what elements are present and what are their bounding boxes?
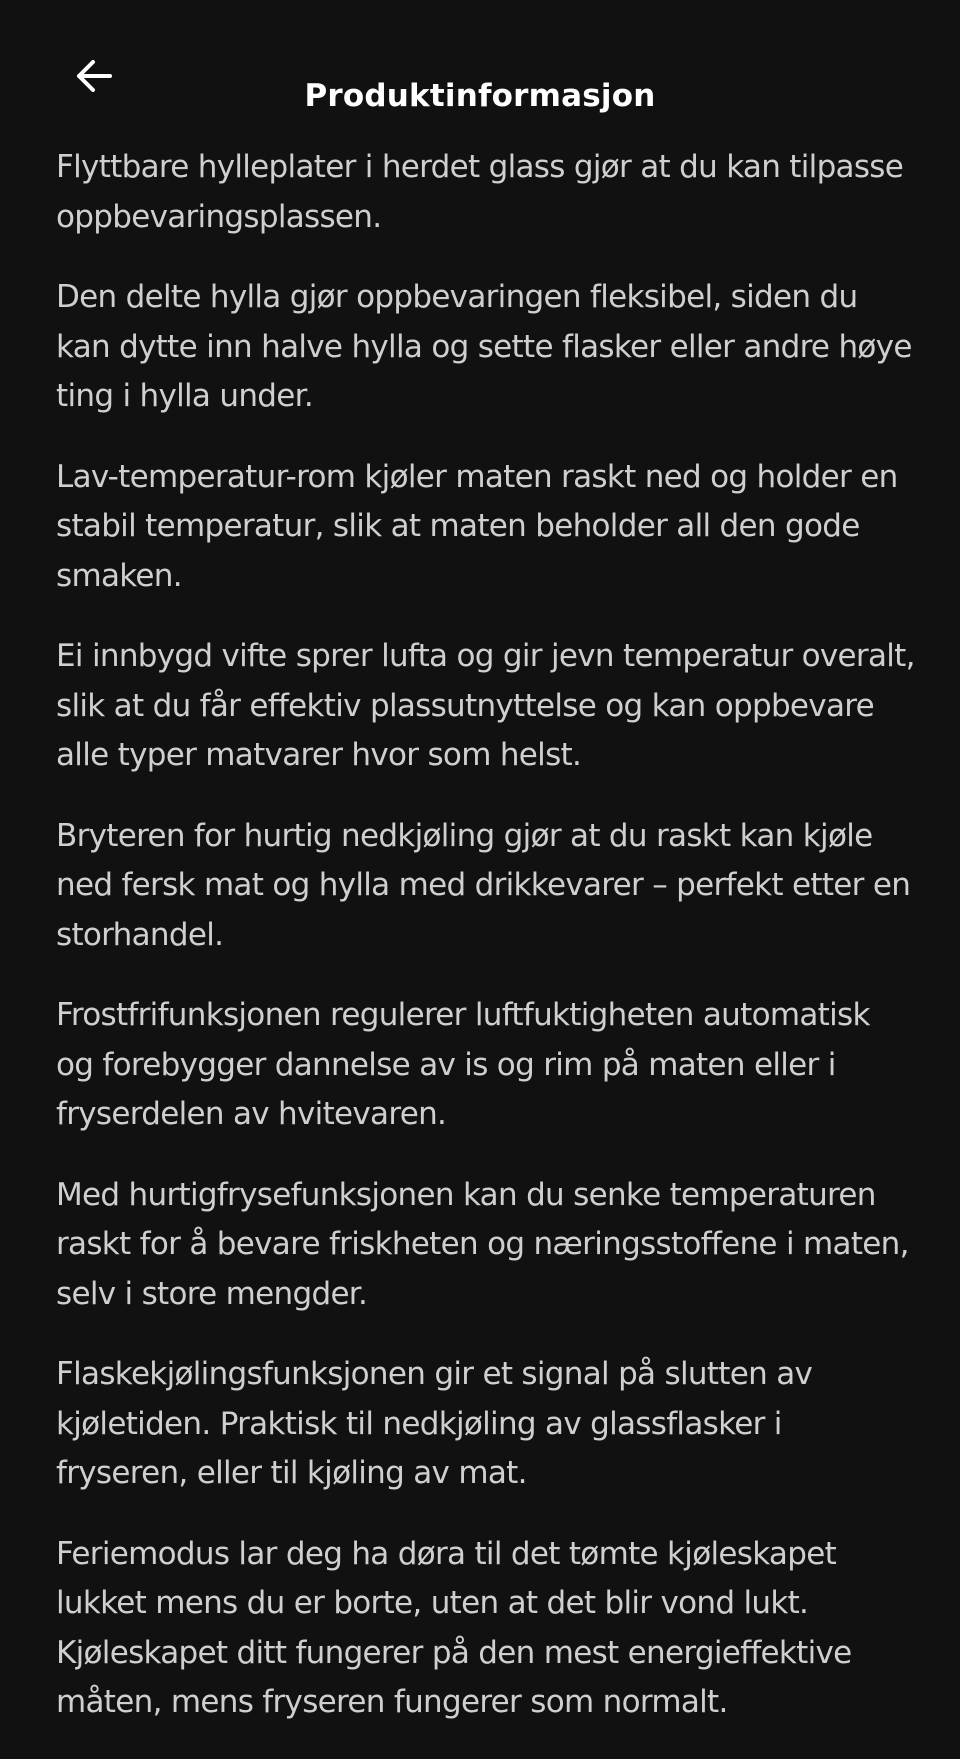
product-info-content	[56, 143, 916, 1759]
page-title: Produktinformasjon	[304, 77, 656, 114]
paragraph-bottle-chill: Flaskekjølingsfunksjonen gir et signal på slutten av kjøletiden. Praktisk til nedkjøling av glassflasker i fryseren, eller til kjøling av mat.	[56, 1356, 813, 1491]
paragraph-frost-free: Frostfrifunksjonen regulerer luftfuktigheten automatisk og forebygger dannelse av is og rim på maten eller i fryserdelen av hvitevaren.	[56, 997, 870, 1132]
paragraph-low-temperature-compartment: Lav-temperatur-rom kjøler maten raskt ned og holder en stabil temperatur, slik at maten beholder all den gode smaken.	[56, 458, 898, 594]
paragraph-fast-freeze: Med hurtigfrysefunksjonen kan du senke temperaturen raskt for å bevare friskheten og næringsstoffene i maten, selv i store mengder.	[56, 1176, 909, 1312]
paragraph-adjustable-shelves: Flyttbare hylleplater i herdet glass gjør at du kan tilpasse oppbevaringsplassen.	[56, 149, 904, 235]
app-header	[0, 0, 960, 150]
paragraph-fast-cooling: Bryteren for hurtig nedkjøling gjør at du raskt kan kjøle ned fersk mat og hylla med drikkevarer – perfekt etter en storhandel.	[56, 817, 911, 953]
paragraph-built-in-fan: Ei innbygd vifte sprer lufta og gir jevn temperatur overalt, slik at du får effektiv plassutnyttelse og kan oppbevare alle typer matvarer hvor som helst.	[56, 638, 915, 773]
paragraph-split-shelf: Den delte hylla gjør oppbevaringen fleksibel, siden du kan dytte inn halve hylla og sette flasker eller andre høye ting i hylla under.	[56, 279, 912, 414]
paragraph-holiday-mode: Feriemodus lar deg ha døra til det tømte kjøleskapet lukket mens du er borte, uten at det blir vond lukt. Kjøleskapet ditt fungerer på den mest energieffektive måten, mens fryseren fungerer som normalt.	[56, 1535, 852, 1720]
